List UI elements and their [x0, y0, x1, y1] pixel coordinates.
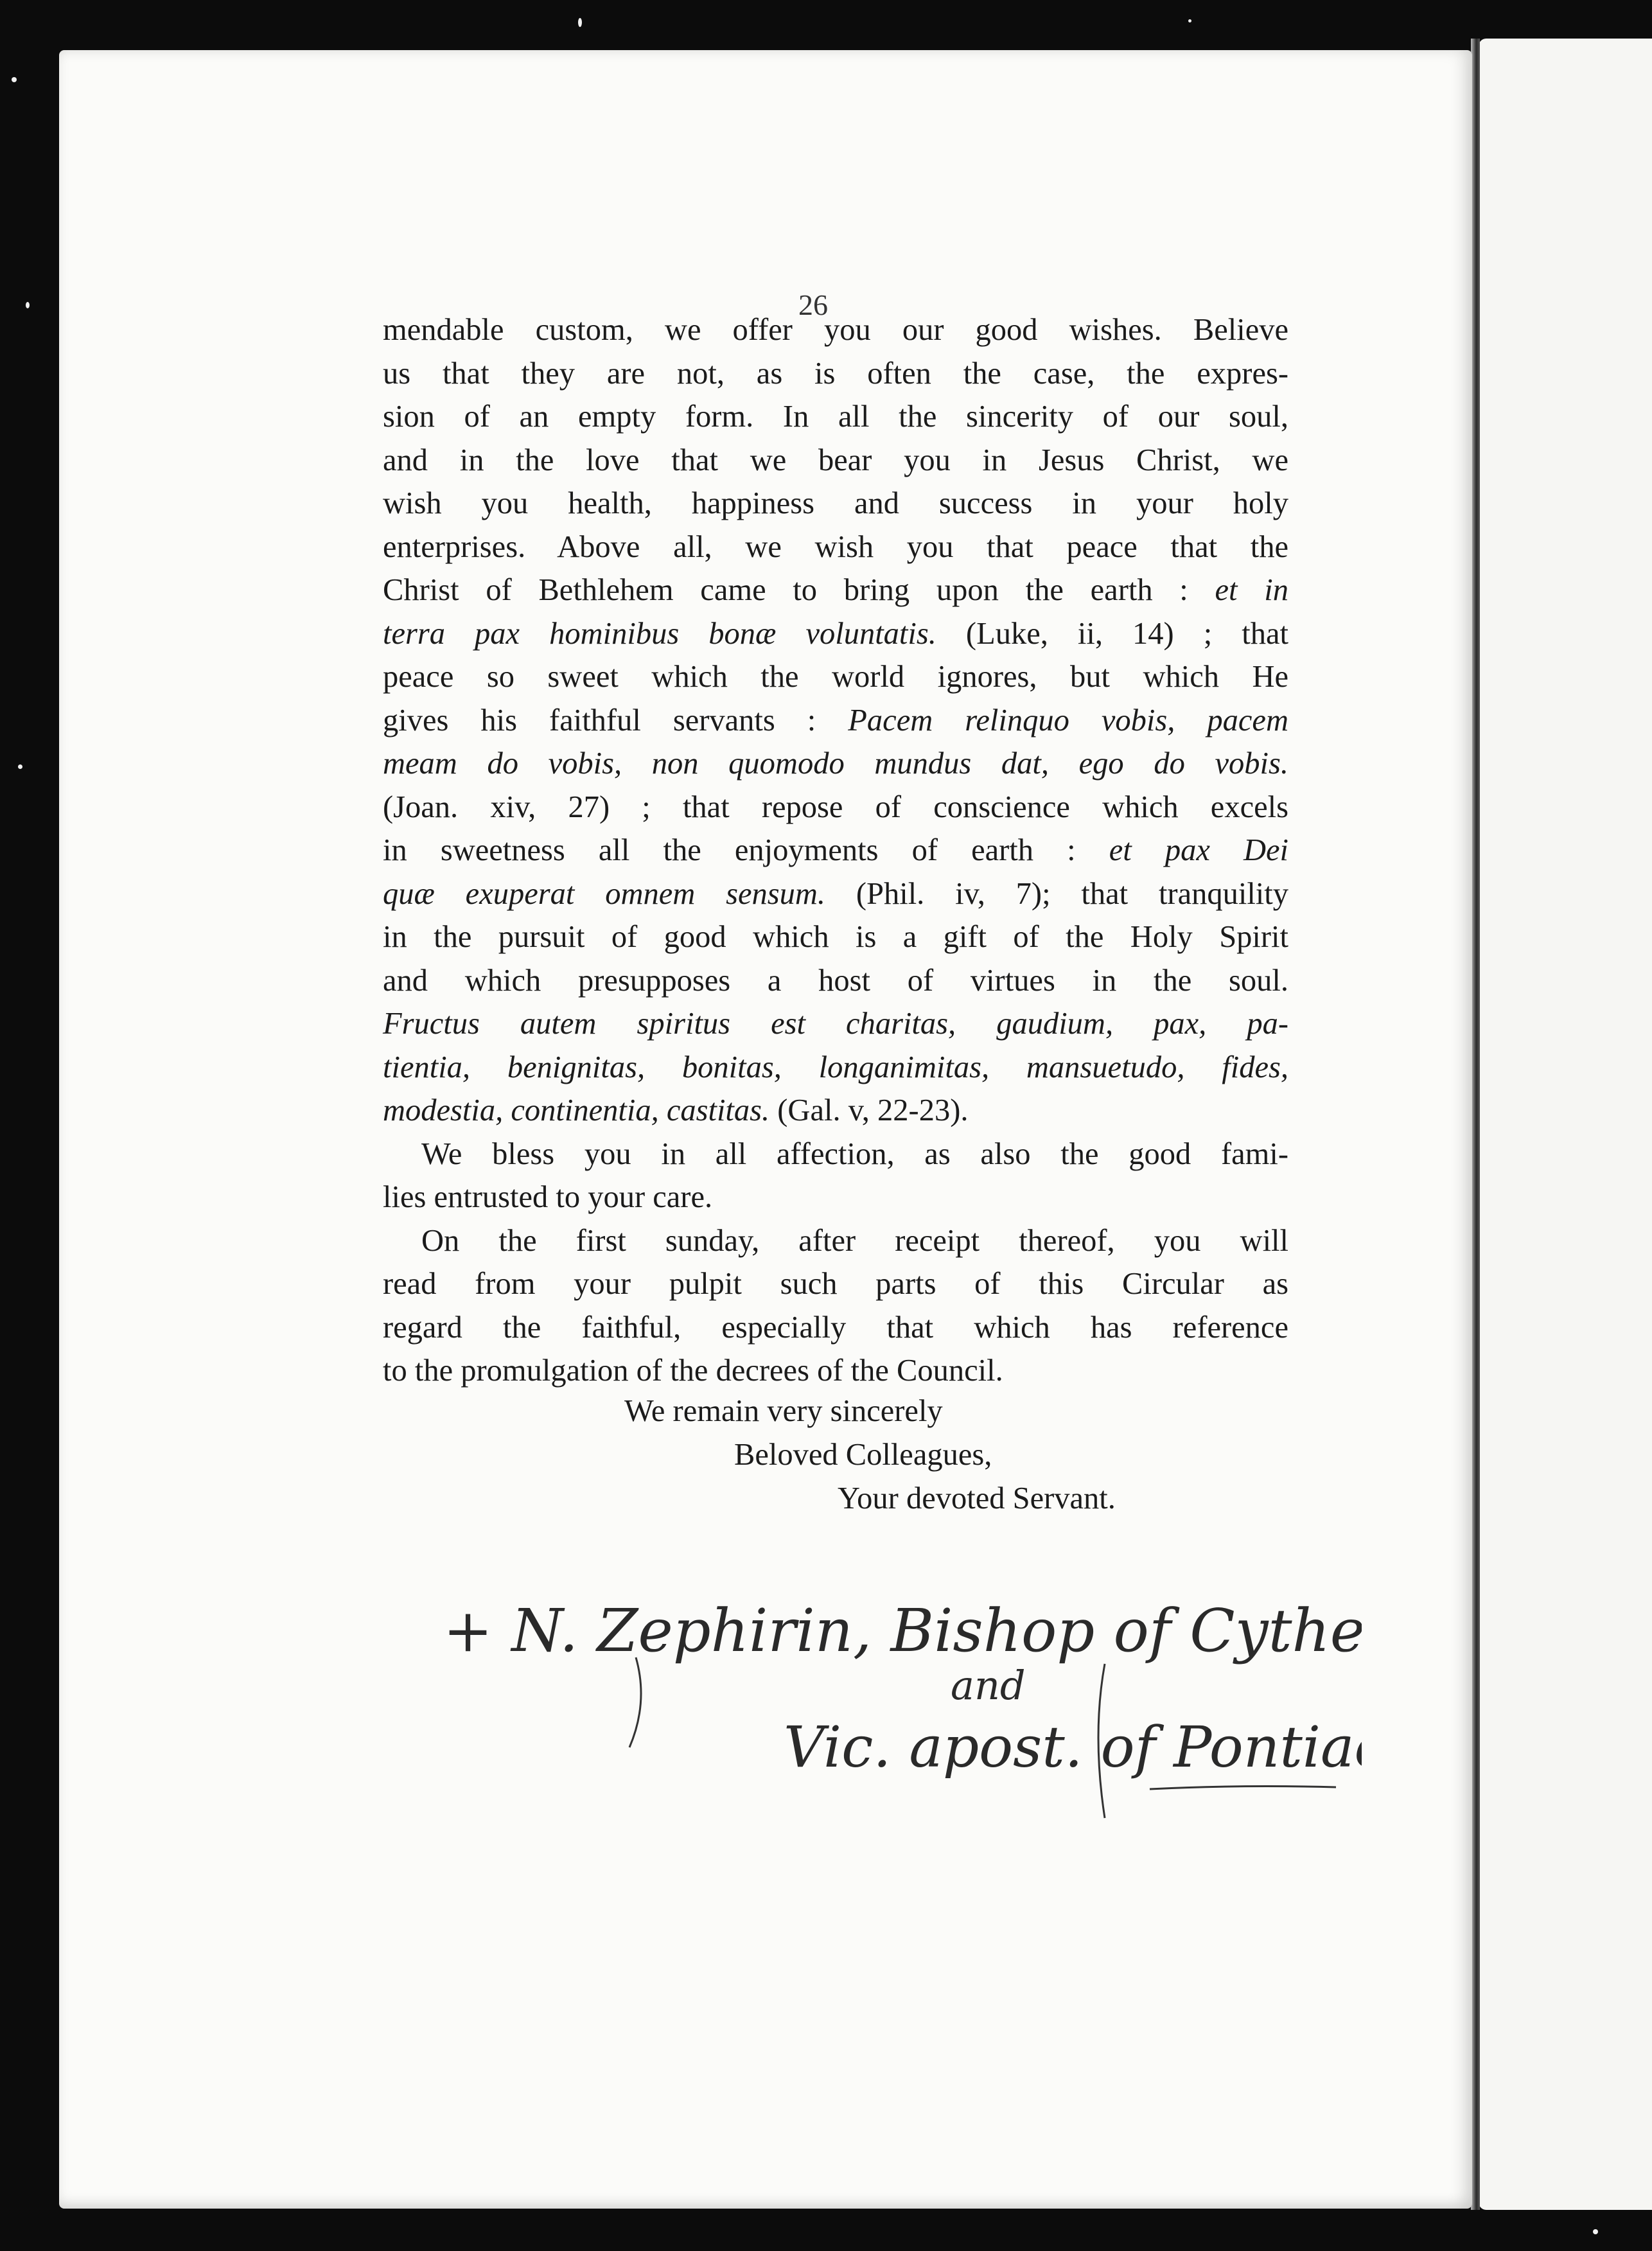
scan-speck — [1188, 19, 1191, 22]
handwritten-signature — [437, 1555, 1362, 1824]
text-line — [383, 1349, 1288, 1393]
text-line — [383, 699, 1288, 743]
text-line — [383, 786, 1288, 829]
closing-line-2: Beloved Colleagues, — [734, 1438, 992, 1472]
latin-quotation: tientia, benignitas, bonitas, longanimitas, mansuetudo, fides, — [383, 1050, 1288, 1084]
text-line — [383, 959, 1288, 1003]
text-segment: read from your pulpit such parts of this Circular as — [383, 1267, 1288, 1301]
latin-quotation: Pacem relinquo vobis, pacem — [848, 703, 1288, 737]
scan-speck — [12, 77, 17, 82]
text-segment: and which presupposes a host of virtues in the soul. — [383, 963, 1288, 998]
text-line — [383, 1306, 1288, 1350]
scan-speck — [26, 302, 30, 308]
text-line — [383, 1219, 1288, 1263]
signature-line-1: + N. Zephirin, Bishop of Cythera — [443, 1596, 1362, 1665]
signature-flourish — [629, 1657, 641, 1747]
text-line — [383, 395, 1288, 439]
text-line — [383, 1133, 1288, 1176]
text-segment: to the promulgation of the decrees of the Council. — [383, 1354, 1003, 1388]
text-line — [383, 829, 1288, 872]
scan-speck — [18, 764, 22, 769]
scan-speck — [1593, 2229, 1598, 2234]
text-segment: enterprises. Above all, we wish you that peace that the — [383, 529, 1288, 564]
text-line — [383, 482, 1288, 525]
text-line — [383, 655, 1288, 699]
text-line — [383, 1176, 1288, 1219]
text-segment: (Gal. v, 22-23). — [769, 1093, 969, 1127]
latin-quotation: terra pax hominibus bonæ voluntatis. — [383, 616, 936, 651]
text-segment: peace so sweet which the world ignores, but which He — [383, 660, 1288, 694]
latin-quotation: meam do vobis, non quomodo mundus dat, ego do vobis. — [383, 746, 1288, 781]
signature-line-2: and — [951, 1662, 1026, 1709]
text-segment: Christ of Bethlehem came to bring upon the earth : — [383, 573, 1215, 607]
text-line — [383, 1002, 1288, 1046]
text-segment: sion of an empty form. In all the sincerity of our soul, — [383, 400, 1288, 434]
text-segment: (Luke, ii, 14) ; that — [936, 616, 1288, 651]
signature-underline — [1150, 1787, 1336, 1789]
text-segment: On the first sunday, after receipt thereof, you will — [421, 1223, 1288, 1258]
text-line — [383, 1262, 1288, 1306]
text-segment: regard the faithful, especially that which has reference — [383, 1310, 1288, 1345]
text-line — [383, 1089, 1288, 1133]
latin-quotation: quæ exuperat omnem sensum. — [383, 876, 826, 911]
text-line — [383, 872, 1288, 916]
text-line — [383, 308, 1288, 352]
text-segment: lies entrusted to your care. — [383, 1180, 713, 1214]
signature-line-3: Vic. apost. of Pontiac — [784, 1714, 1362, 1780]
closing-line-1: We remain very sincerely — [624, 1394, 943, 1428]
text-segment: We bless you in all affection, as also the good fami- — [421, 1136, 1288, 1171]
latin-quotation: Fructus autem spiritus est charitas, gaudium, pax, pa- — [383, 1007, 1288, 1041]
text-line — [383, 742, 1288, 786]
text-segment: gives his faithful servants : — [383, 703, 848, 737]
text-line — [383, 525, 1288, 569]
text-segment: in sweetness all the enjoyments of earth : — [383, 833, 1109, 867]
text-segment: (Joan. xiv, 27) ; that repose of conscience which excels — [383, 790, 1288, 824]
text-segment: in the pursuit of good which is a gift of the Holy Spirit — [383, 920, 1288, 954]
text-line — [383, 1046, 1288, 1090]
text-segment: and in the love that we bear you in Jesus Christ, we — [383, 443, 1288, 477]
text-segment: mendable custom, we offer you our good wishes. Believe — [383, 313, 1288, 347]
text-line — [383, 352, 1288, 396]
text-segment: (Phil. iv, 7); that tranquility — [825, 876, 1288, 911]
text-line — [383, 569, 1288, 612]
text-line — [383, 612, 1288, 656]
latin-quotation: modestia, continentia, castitas. — [383, 1093, 770, 1127]
text-segment: wish you health, happiness and success in your holy — [383, 486, 1288, 520]
closing-line-3: Your devoted Servant. — [838, 1481, 1116, 1515]
body-text — [383, 308, 1288, 1393]
text-segment: us that they are not, as is often the case, the expres- — [383, 356, 1288, 391]
scan-speck — [578, 18, 582, 27]
latin-quotation: et pax Dei — [1109, 833, 1288, 867]
latin-quotation: et in — [1215, 573, 1288, 607]
page-number: 26 — [798, 288, 828, 321]
facing-page — [1479, 39, 1652, 2210]
text-line — [383, 915, 1288, 959]
page-fold — [1471, 39, 1480, 2210]
text-line — [383, 439, 1288, 482]
